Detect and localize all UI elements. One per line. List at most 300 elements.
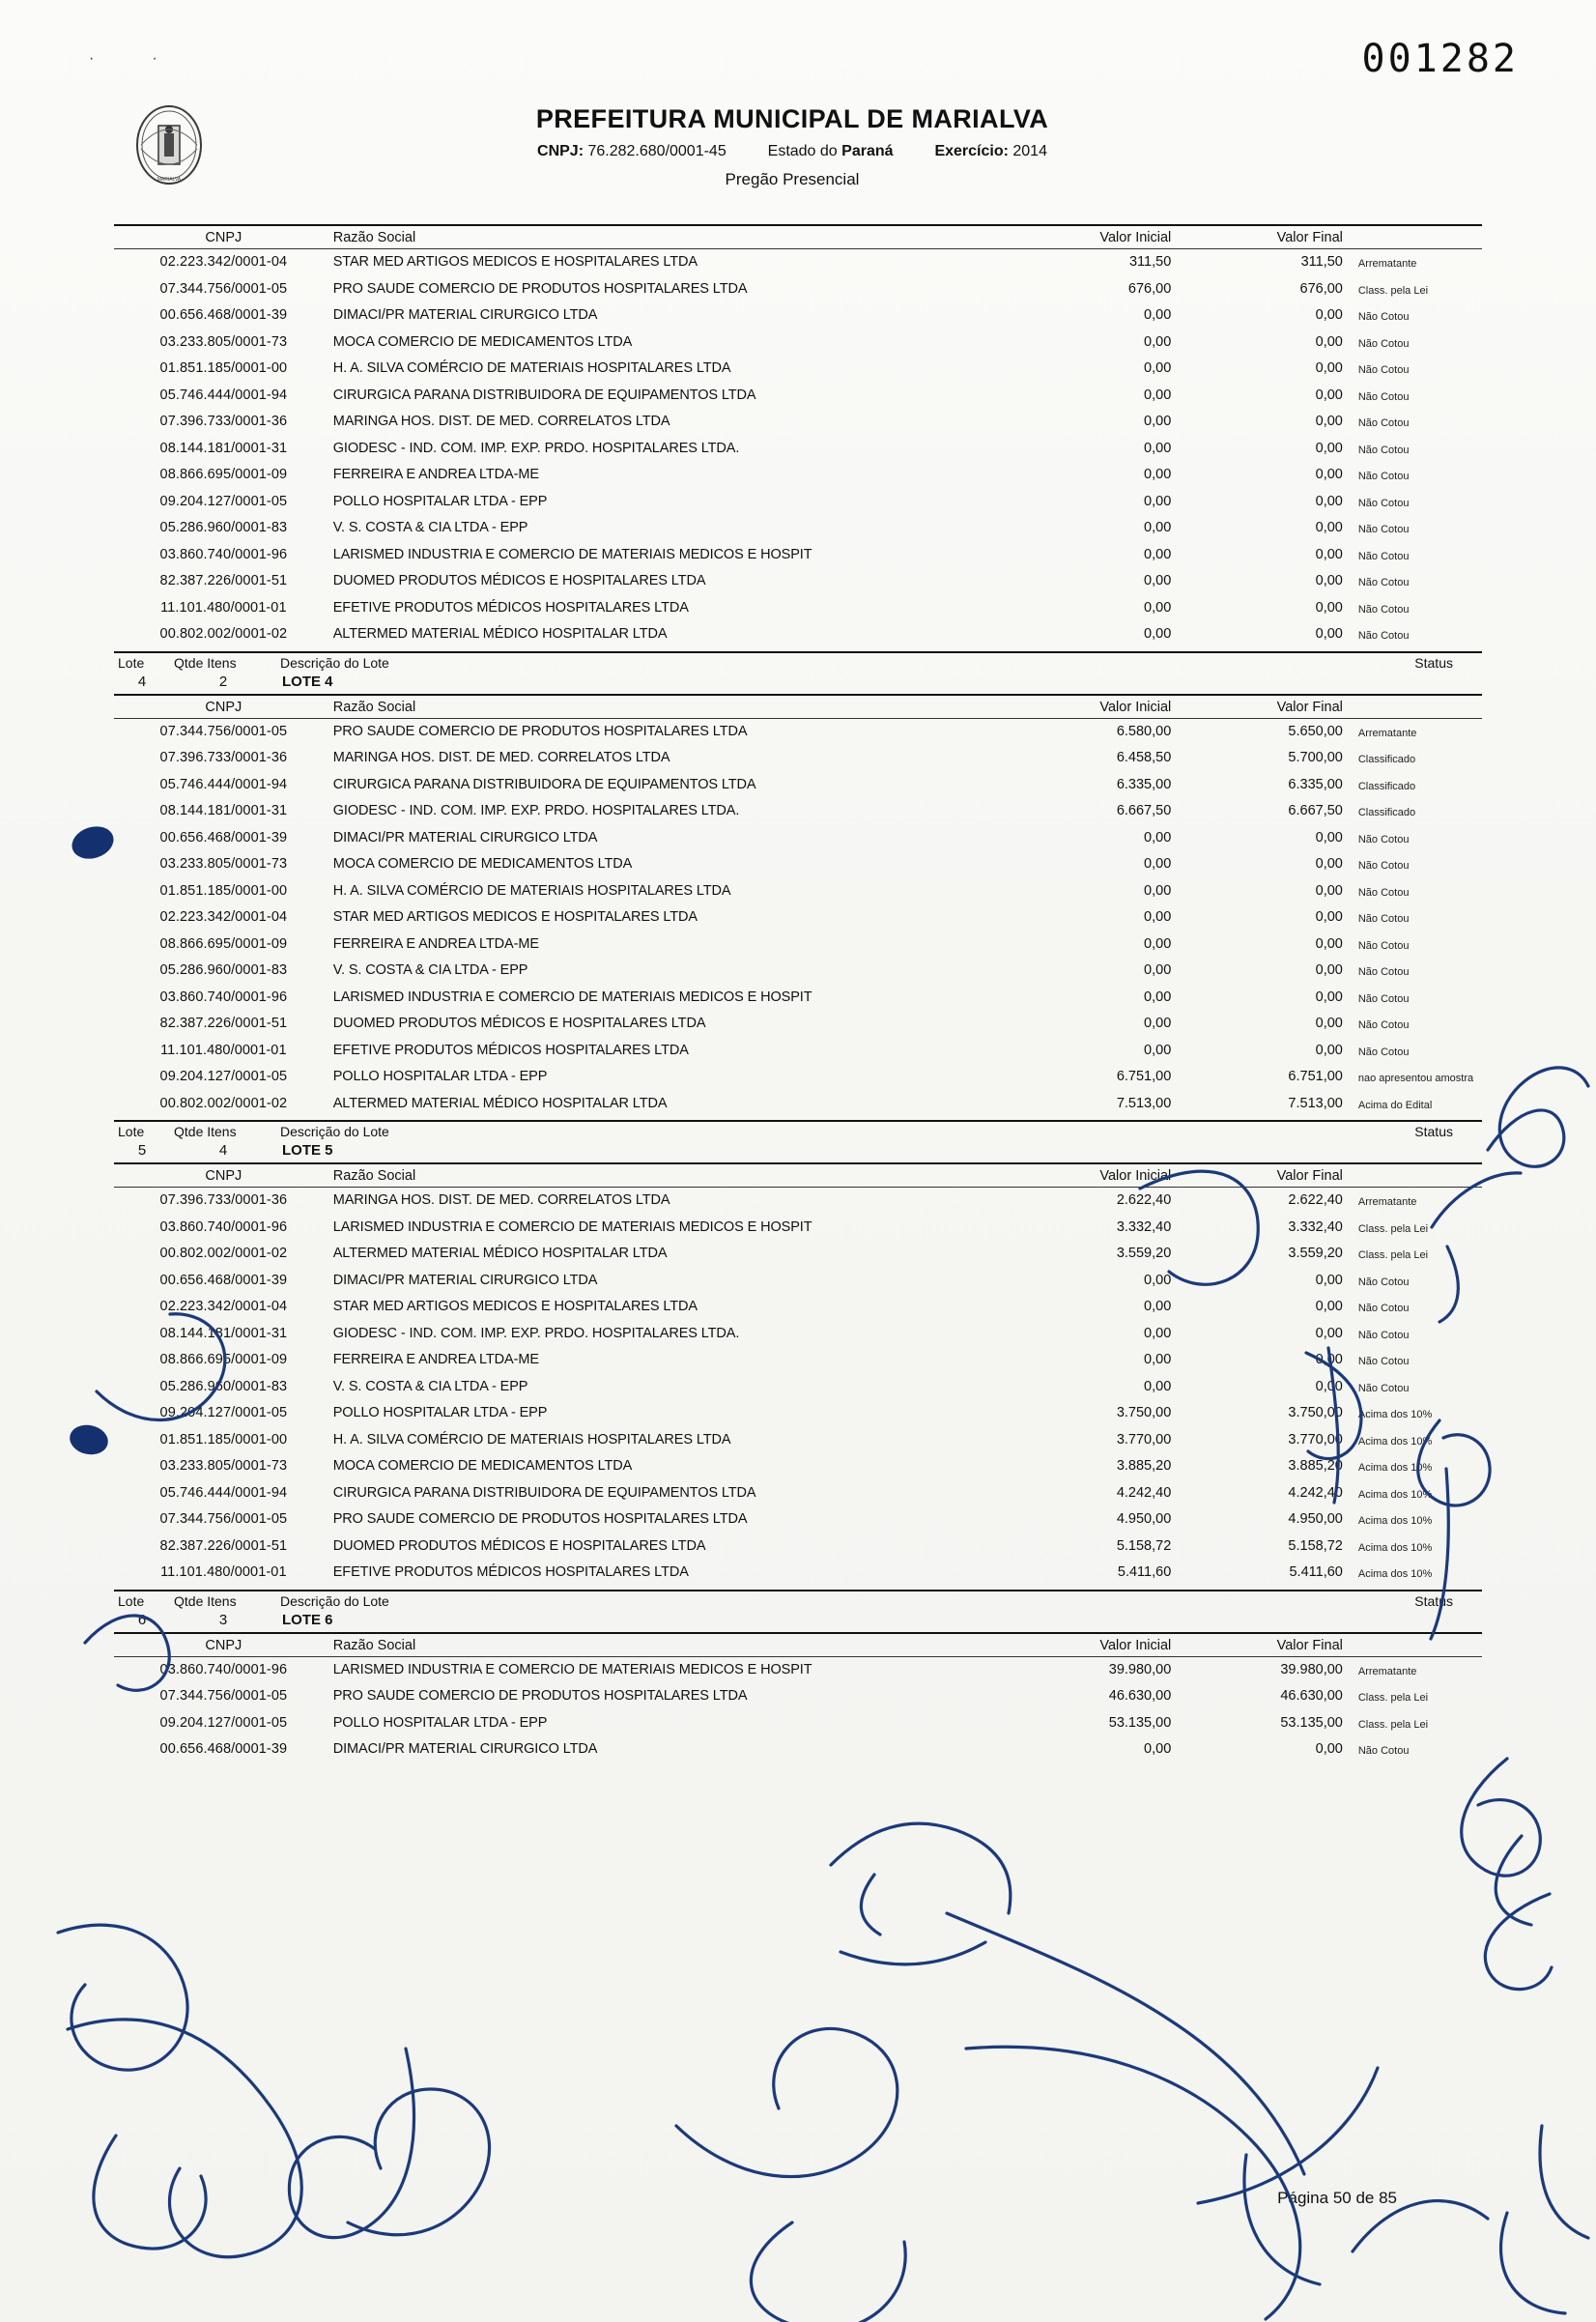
cell-valor-final: 3.750,00 [1288,1405,1343,1420]
cell-cnpj: 08.144.181/0001-31 [159,1325,288,1341]
lote-values [114,1140,1482,1162]
table-row [114,436,1482,463]
cell-status: Classificado [1357,807,1416,818]
cell-status: Não Cotou [1357,939,1410,952]
cell-valor-final: 0,00 [1315,307,1343,323]
cell-status: Classificado [1357,780,1416,792]
cell-status: Não Cotou [1357,1745,1410,1757]
table-row [114,1321,1482,1348]
table-row [114,383,1482,410]
table-row [114,772,1482,799]
cell-status: Não Cotou [1357,1329,1410,1341]
cell-valor-final: 5.158,72 [1288,1537,1343,1554]
cell-status: Não Cotou [1357,471,1410,482]
cell-cnpj: 03.860.740/0001-96 [159,1661,288,1677]
cell-valor-inicial: 0,00 [1144,467,1172,482]
cell-razao-social: STAR MED ARTIGOS MEDICOS E HOSPITALARES LTDA [332,254,698,270]
cnpj-value: 76.282.680/0001-45 [587,143,727,159]
cell-valor-final: 0,00 [1315,1325,1343,1341]
cell-valor-inicial: 0,00 [1144,1378,1172,1394]
cell-cnpj: 07.396.733/0001-36 [159,1192,288,1208]
cell-valor-final: 3.885,20 [1288,1458,1343,1474]
cell-razao-social: ALTERMED MATERIAL MÉDICO HOSPITALAR LTDA [332,1246,668,1261]
cell-razao-social: DIMACI/PR MATERIAL CIRURGICO LTDA [332,1741,598,1757]
cell-valor-final: 0,00 [1315,520,1343,535]
cell-status: Não Cotou [1357,992,1410,1005]
table-row [114,1560,1482,1587]
cell-status: Não Cotou [1357,311,1410,323]
col-valor-inicial: Valor Inicial [1099,699,1172,715]
col-valor-inicial: Valor Inicial [1099,230,1172,245]
cell-razao-social: CIRURGICA PARANA DISTRIBUIDORA DE EQUIPAMENTOS LTDA [332,387,756,403]
cell-razao-social: GIODESC - IND. COM. IMP. EXP. PRDO. HOSPITALARES LTDA. [332,1325,740,1341]
cell-valor-final: 5.411,60 [1289,1564,1343,1580]
cell-valor-inicial: 6.751,00 [1116,1069,1172,1084]
cell-cnpj: 09.204.127/0001-05 [159,493,288,509]
cell-razao-social: PRO SAUDE COMERCIO DE PRODUTOS HOSPITALARES LTDA [332,280,748,297]
cell-status: Arrematante [1357,727,1417,739]
col-cnpj: CNPJ [205,1637,242,1653]
lote-values [114,672,1482,694]
cell-valor-inicial: 0,00 [1144,493,1172,509]
cell-status: Não Cotou [1357,364,1410,376]
cell-cnpj: 11.101.480/0001-01 [160,1042,287,1058]
cell-valor-final: 5.650,00 [1288,723,1343,739]
cell-valor-inicial: 0,00 [1144,989,1172,1005]
lote-col-descricao: Descrição do Lote [280,654,389,671]
sections-container [114,224,1482,1763]
cell-razao-social: FERREIRA E ANDREA LTDA-ME [332,935,539,952]
cell-razao-social: ALTERMED MATERIAL MÉDICO HOSPITALAR LTDA [332,626,668,642]
cell-cnpj: 00.656.468/0001-39 [159,1272,288,1288]
lote-numero: 4 [137,673,147,690]
exercicio-value: 2014 [1012,143,1047,159]
cell-valor-final: 0,00 [1315,1016,1343,1031]
cell-cnpj: 03.233.805/0001-73 [159,333,288,350]
cell-valor-inicial: 0,00 [1144,1352,1172,1367]
cell-valor-final: 0,00 [1315,856,1343,872]
cell-cnpj: 02.223.342/0001-04 [159,254,288,270]
cell-cnpj: 01.851.185/0001-00 [159,882,288,899]
cell-cnpj: 02.223.342/0001-04 [159,909,288,925]
cell-status: Não Cotou [1357,1382,1410,1394]
cell-valor-inicial: 3.750,00 [1116,1405,1172,1420]
estado-value: Paraná [841,143,894,159]
cell-valor-final: 4.950,00 [1288,1511,1343,1527]
col-valor-final: Valor Final [1276,1168,1343,1184]
cell-razao-social: H. A. SILVA COMÉRCIO DE MATERIAIS HOSPITALARES LTDA [332,1431,731,1448]
cell-valor-inicial: 0,00 [1144,1016,1172,1031]
cell-status: Não Cotou [1357,913,1410,925]
table-row [114,568,1482,595]
cell-razao-social: POLLO HOSPITALAR LTDA - EPP [332,1714,548,1731]
col-status [1351,1168,1482,1184]
table-row [114,851,1482,878]
cell-razao-social: LARISMED INDUSTRIA E COMERCIO DE MATERIAIS MEDICOS E HOSPIT [332,546,812,562]
lote-numero: 5 [137,1142,147,1159]
cell-valor-final: 0,00 [1315,467,1343,482]
lote-qtde: 3 [218,1611,228,1628]
table-row [114,621,1482,648]
cell-cnpj: 82.387.226/0001-51 [159,1016,288,1031]
cell-valor-final: 2.622,40 [1288,1192,1343,1208]
col-valor-final: Valor Final [1276,699,1343,715]
cell-cnpj: 08.866.695/0001-09 [159,1352,288,1367]
table-row [114,515,1482,542]
cell-valor-inicial: 0,00 [1144,1042,1172,1058]
table-row [114,1480,1482,1507]
cell-razao-social: DIMACI/PR MATERIAL CIRURGICO LTDA [332,1272,598,1288]
cell-valor-inicial: 7.513,00 [1116,1095,1172,1111]
cell-razao-social: EFETIVE PRODUTOS MÉDICOS HOSPITALARES LTDA [332,1564,689,1580]
cell-cnpj: 00.656.468/0001-39 [159,307,288,323]
cell-cnpj: 00.656.468/0001-39 [159,829,288,846]
cell-razao-social: V. S. COSTA & CIA LTDA - EPP [332,520,528,535]
table-row [114,719,1482,746]
cell-razao-social: PRO SAUDE COMERCIO DE PRODUTOS HOSPITALARES LTDA [332,723,748,739]
cell-valor-inicial: 5.158,72 [1116,1537,1172,1554]
table-row [114,825,1482,852]
lote-descricao: LOTE 4 [282,673,333,690]
cell-razao-social: H. A. SILVA COMÉRCIO DE MATERIAIS HOSPITALARES LTDA [332,360,731,376]
table-row [114,1347,1482,1374]
table-row [114,1710,1482,1737]
table-column-headers [114,696,1482,718]
col-status [1351,700,1482,715]
cell-valor-inicial: 4.242,40 [1116,1484,1172,1501]
cell-razao-social: EFETIVE PRODUTOS MÉDICOS HOSPITALARES LTDA [332,1042,689,1058]
document-header [406,104,1179,189]
cell-cnpj: 11.101.480/0001-01 [160,599,287,616]
modalidade: Pregão Presencial [725,170,860,188]
cell-razao-social: V. S. COSTA & CIA LTDA - EPP [332,1378,528,1394]
cell-status: Não Cotou [1357,390,1410,403]
cell-valor-inicial: 0,00 [1144,626,1172,642]
cell-status: Acima dos 10% [1357,1409,1433,1420]
cell-razao-social: LARISMED INDUSTRIA E COMERCIO DE MATERIAIS MEDICOS E HOSPIT [332,1661,812,1677]
cell-valor-final: 7.513,00 [1288,1095,1343,1111]
cell-valor-final: 0,00 [1315,935,1343,952]
cell-valor-inicial: 0,00 [1144,856,1172,872]
cell-valor-final: 0,00 [1315,546,1343,562]
cell-valor-final: 46.630,00 [1280,1688,1343,1704]
lote-col-status: Status [1414,1124,1453,1139]
table-row [114,745,1482,772]
lote-col-lote: Lote [118,654,145,671]
cell-razao-social: LARISMED INDUSTRIA E COMERCIO DE MATERIAIS MEDICOS E HOSPIT [332,989,812,1005]
cell-valor-inicial: 0,00 [1144,546,1172,562]
cell-valor-final: 0,00 [1315,909,1343,925]
cell-valor-inicial: 0,00 [1144,360,1172,376]
page-title: PREFEITURA MUNICIPAL DE MARIALVA [535,104,1049,133]
cell-status: Não Cotou [1357,1276,1410,1288]
cell-status: Não Cotou [1357,966,1410,978]
cell-status: Class. pela Lei [1357,1718,1429,1731]
cell-status: Acima dos 10% [1357,1515,1433,1527]
cell-valor-inicial: 3.885,20 [1116,1458,1172,1474]
cell-cnpj: 08.144.181/0001-31 [159,440,288,456]
lote-status [1356,1612,1482,1628]
cell-cnpj: 01.851.185/0001-00 [159,1431,288,1448]
table-row [114,1188,1482,1215]
lote-qtde: 2 [218,673,228,690]
lote-col-qtde: Qtde Itens [174,1592,237,1609]
cell-cnpj: 82.387.226/0001-51 [159,1537,288,1554]
cell-valor-final: 6.667,50 [1288,803,1343,818]
cell-razao-social: CIRURGICA PARANA DISTRIBUIDORA DE EQUIPAMENTOS LTDA [332,776,756,792]
cell-status: Arrematante [1357,1196,1417,1208]
cell-cnpj: 03.860.740/0001-96 [159,1218,288,1235]
cell-valor-final: 0,00 [1315,1042,1343,1058]
cell-status: Não Cotou [1357,886,1410,899]
table-row [114,798,1482,825]
lote-col-lote: Lote [118,1592,145,1609]
cell-valor-inicial: 0,00 [1144,414,1172,429]
cell-valor-inicial: 676,00 [1127,280,1172,297]
col-status [1351,230,1482,245]
lote-column-headers [114,1591,1482,1610]
cell-valor-final: 3.770,00 [1288,1431,1343,1448]
cell-valor-final: 0,00 [1315,882,1343,899]
cell-razao-social: MARINGA HOS. DIST. DE MED. CORRELATOS LTDA [332,750,670,765]
cell-valor-inicial: 3.332,40 [1116,1218,1172,1235]
cell-status: Não Cotou [1357,833,1410,846]
lote-col-qtde: Qtde Itens [174,654,237,671]
cell-status: nao apresentou amostra [1357,1073,1474,1084]
cell-valor-inicial: 0,00 [1144,599,1172,616]
cell-valor-inicial: 0,00 [1144,935,1172,952]
table-row [114,1736,1482,1763]
cell-status: Não Cotou [1357,603,1410,616]
cell-status: Não Cotou [1357,1046,1410,1058]
cell-razao-social: DIMACI/PR MATERIAL CIRURGICO LTDA [332,307,598,323]
cell-cnpj: 09.204.127/0001-05 [159,1405,288,1420]
table-row [114,1038,1482,1065]
cell-valor-inicial: 311,50 [1128,254,1172,270]
cell-valor-final: 39.980,00 [1280,1661,1343,1677]
cell-cnpj: 05.286.960/0001-83 [159,1378,288,1394]
cell-razao-social: MARINGA HOS. DIST. DE MED. CORRELATOS LTDA [332,414,670,429]
table-row [114,276,1482,303]
cell-cnpj: 00.802.002/0001-02 [159,626,288,642]
cell-razao-social: POLLO HOSPITALAR LTDA - EPP [332,1069,548,1084]
table-column-headers [114,1164,1482,1187]
cell-cnpj: 03.233.805/0001-73 [159,856,288,872]
lote-block [114,1117,1482,1164]
cell-valor-inicial: 0,00 [1144,1741,1172,1757]
lote-col-status: Status [1414,1592,1453,1609]
col-status [1351,1638,1482,1653]
cell-cnpj: 07.344.756/0001-05 [159,723,288,739]
cell-cnpj: 05.746.444/0001-94 [159,1484,288,1501]
table-row [114,1215,1482,1242]
cell-valor-inicial: 0,00 [1144,1325,1172,1341]
cell-razao-social: GIODESC - IND. COM. IMP. EXP. PRDO. HOSPITALARES LTDA. [332,440,740,456]
cell-valor-inicial: 0,00 [1144,909,1172,925]
cell-valor-final: 3.332,40 [1288,1218,1343,1235]
table-row [114,356,1482,383]
table-row [114,1011,1482,1038]
cell-status: Class. pela Lei [1357,1249,1429,1261]
table-row [114,878,1482,905]
lote-status [1356,1142,1482,1159]
cell-status: Não Cotou [1357,577,1410,588]
cell-razao-social: MOCA COMERCIO DE MEDICAMENTOS LTDA [332,1458,633,1474]
cell-status: Class. pela Lei [1357,1222,1429,1235]
cell-status: Acima dos 10% [1357,1462,1433,1474]
cell-status: Não Cotou [1357,1303,1410,1314]
col-razao-social: Razão Social [332,230,416,245]
cell-razao-social: ALTERMED MATERIAL MÉDICO HOSPITALAR LTDA [332,1095,668,1111]
cell-status: Classificado [1357,754,1416,765]
cell-status: Não Cotou [1357,337,1410,350]
lote-col-descricao: Descrição do Lote [280,1592,389,1609]
cell-valor-final: 0,00 [1315,626,1343,642]
cell-status: Não Cotou [1357,444,1410,456]
cell-status: Acima do Edital [1357,1099,1433,1111]
lote-values [114,1610,1482,1632]
cell-cnpj: 07.396.733/0001-36 [159,750,288,765]
cell-status: Não Cotou [1357,630,1410,642]
cell-valor-inicial: 3.559,20 [1116,1246,1172,1261]
cell-cnpj: 03.233.805/0001-73 [159,1458,288,1474]
cell-status: Arrematante [1357,1665,1417,1677]
cell-status: Não Cotou [1357,524,1410,535]
col-valor-final: Valor Final [1276,1637,1343,1653]
page-footer: Página 50 de 85 [1277,2189,1397,2207]
cell-cnpj: 00.802.002/0001-02 [159,1095,288,1111]
cell-valor-inicial: 6.458,50 [1116,750,1172,765]
cell-status: Class. pela Lei [1357,284,1429,297]
table-row [114,489,1482,516]
cell-cnpj: 01.851.185/0001-00 [159,360,288,376]
cell-valor-inicial: 0,00 [1144,387,1172,403]
col-razao-social: Razão Social [332,699,416,715]
cell-valor-final: 6.335,00 [1288,776,1343,792]
cell-valor-inicial: 46.630,00 [1108,1688,1172,1704]
cell-status: Class. pela Lei [1357,1692,1429,1704]
cell-razao-social: H. A. SILVA COMÉRCIO DE MATERIAIS HOSPITALARES LTDA [332,882,731,899]
table-row [114,1657,1482,1684]
cell-razao-social: LARISMED INDUSTRIA E COMERCIO DE MATERIAIS MEDICOS E HOSPIT [332,1218,812,1235]
lote-column-headers [114,653,1482,672]
cell-cnpj: 11.101.480/0001-01 [160,1564,287,1580]
lote-col-qtde: Qtde Itens [174,1124,237,1139]
cell-valor-inicial: 39.980,00 [1108,1661,1172,1677]
cell-valor-inicial: 0,00 [1144,307,1172,323]
col-valor-inicial: Valor Inicial [1099,1168,1172,1184]
cell-valor-final: 3.559,20 [1288,1246,1343,1261]
table-row [114,932,1482,959]
cell-valor-inicial: 53.135,00 [1108,1714,1172,1731]
cell-status: Não Cotou [1357,550,1410,562]
cell-valor-inicial: 0,00 [1144,520,1172,535]
cell-valor-final: 0,00 [1315,440,1343,456]
cell-valor-inicial: 0,00 [1144,333,1172,350]
cell-valor-final: 0,00 [1315,1272,1343,1288]
table-row [114,1091,1482,1118]
table-row [114,1064,1482,1091]
cell-status: Acima dos 10% [1357,1541,1433,1554]
cell-valor-inicial: 6.667,50 [1116,803,1172,818]
table-row [114,249,1482,276]
cell-razao-social: V. S. COSTA & CIA LTDA - EPP [332,962,528,978]
cell-cnpj: 00.802.002/0001-02 [159,1246,288,1261]
table-row [114,1534,1482,1561]
table-row [114,1241,1482,1268]
cell-valor-inicial: 2.622,40 [1116,1192,1172,1208]
lote-descricao: LOTE 5 [282,1142,333,1159]
cell-razao-social: DUOMED PRODUTOS MÉDICOS E HOSPITALARES LTDA [332,1537,706,1554]
table-row [114,302,1482,330]
cell-razao-social: FERREIRA E ANDREA LTDA-ME [332,1352,539,1367]
cell-valor-final: 0,00 [1315,1741,1343,1757]
cell-cnpj: 07.344.756/0001-05 [159,280,288,297]
cell-cnpj: 03.860.740/0001-96 [159,546,288,562]
table-row [114,542,1482,569]
cell-razao-social: STAR MED ARTIGOS MEDICOS E HOSPITALARES LTDA [332,909,698,925]
cell-valor-final: 5.700,00 [1288,750,1343,765]
table-row [114,1374,1482,1401]
cell-cnpj: 03.860.740/0001-96 [159,989,288,1005]
cell-razao-social: PRO SAUDE COMERCIO DE PRODUTOS HOSPITALARES LTDA [332,1688,748,1704]
cell-valor-final: 53.135,00 [1280,1714,1343,1731]
svg-text:MARIALVA: MARIALVA [157,177,182,183]
cell-status: Arrematante [1357,258,1417,270]
table-column-headers [114,226,1482,248]
lote-block [114,648,1482,696]
table-row [114,1268,1482,1295]
table-row [114,409,1482,436]
cell-cnpj: 07.344.756/0001-05 [159,1511,288,1527]
cell-razao-social: DUOMED PRODUTOS MÉDICOS E HOSPITALARES LTDA [332,573,706,588]
table-row [114,330,1482,357]
cell-valor-final: 676,00 [1299,280,1343,297]
cell-valor-inicial: 6.335,00 [1116,776,1172,792]
table-row [114,595,1482,622]
cell-status: Não Cotou [1357,417,1410,429]
table-row [114,462,1482,489]
header-subline [406,143,1179,160]
cell-cnpj: 00.656.468/0001-39 [159,1741,288,1757]
cell-valor-final: 0,00 [1315,829,1343,846]
cell-valor-final: 0,00 [1315,573,1343,588]
cell-cnpj: 08.866.695/0001-09 [159,467,288,482]
cell-valor-inicial: 0,00 [1144,882,1172,899]
cell-valor-final: 0,00 [1315,989,1343,1005]
table-row [114,985,1482,1012]
cell-status: Não Cotou [1357,1019,1410,1031]
cell-cnpj: 07.344.756/0001-05 [159,1688,288,1704]
cell-razao-social: EFETIVE PRODUTOS MÉDICOS HOSPITALARES LTDA [332,599,689,616]
cell-valor-final: 0,00 [1315,333,1343,350]
cell-valor-inicial: 4.950,00 [1116,1511,1172,1527]
scan-dots: ·· [89,50,215,67]
cell-status: Acima dos 10% [1357,1488,1433,1501]
cell-razao-social: POLLO HOSPITALAR LTDA - EPP [332,1405,548,1420]
cell-valor-final: 0,00 [1315,962,1343,978]
lote-descricao: LOTE 6 [282,1611,333,1628]
cell-cnpj: 09.204.127/0001-05 [159,1069,288,1084]
cell-razao-social: MOCA COMERCIO DE MEDICAMENTOS LTDA [332,333,633,350]
cell-status: Não Cotou [1357,1356,1410,1367]
table-row [114,1683,1482,1710]
lote-qtde: 4 [218,1142,228,1159]
table-row [114,1506,1482,1534]
col-razao-social: Razão Social [332,1168,416,1184]
lote-col-lote: Lote [118,1124,145,1139]
cell-cnpj: 05.746.444/0001-94 [159,387,288,403]
